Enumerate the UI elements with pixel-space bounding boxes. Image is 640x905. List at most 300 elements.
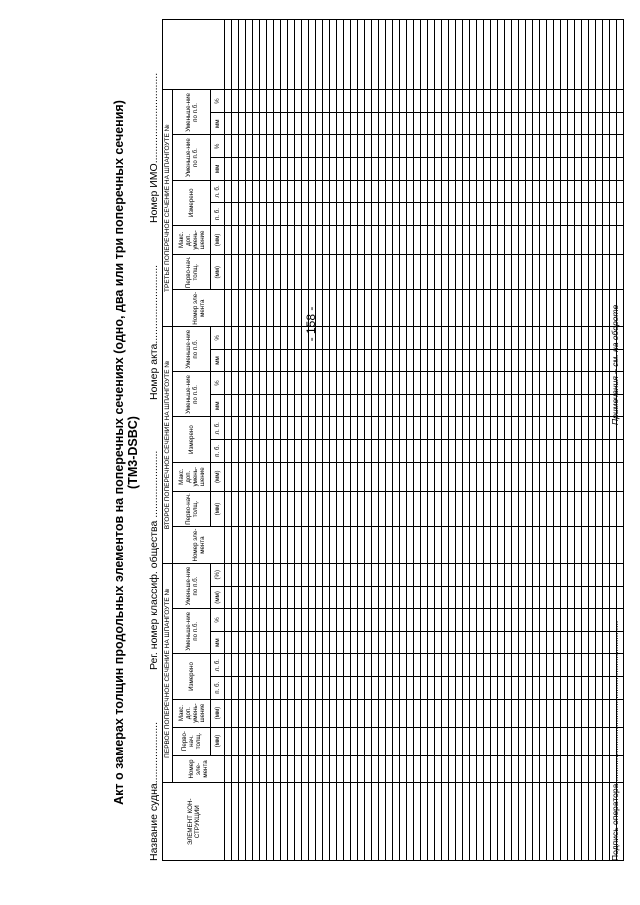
table-cell (295, 394, 302, 417)
table-cell (540, 327, 547, 350)
table-cell (603, 440, 610, 463)
table-cell (477, 699, 484, 727)
table-cell (540, 290, 547, 327)
table-cell (372, 654, 379, 677)
table-cell (358, 462, 365, 491)
table-cell (239, 290, 246, 327)
table-cell (526, 727, 533, 755)
table-cell (302, 727, 309, 755)
table-cell (526, 254, 533, 290)
table-cell (288, 563, 295, 586)
s1-measured-header: Измерено (173, 654, 211, 699)
table-cell (316, 491, 323, 527)
unit-cell: мм (211, 349, 225, 372)
table-cell (309, 203, 316, 226)
table-cell (309, 699, 316, 727)
table-cell (484, 158, 491, 181)
table-cell (267, 491, 274, 527)
table-cell (358, 203, 365, 226)
table-cell (526, 90, 533, 113)
table-cell (253, 254, 260, 290)
table-cell (512, 203, 519, 226)
table-cell (526, 203, 533, 226)
table-cell (442, 158, 449, 181)
table-cell (393, 563, 400, 586)
table-cell (582, 491, 589, 527)
table-cell (442, 327, 449, 350)
table-cell (232, 349, 239, 372)
table-cell (393, 586, 400, 609)
table-cell (400, 112, 407, 135)
table-cell (428, 417, 435, 440)
table-cell (372, 135, 379, 158)
table-cell (351, 491, 358, 527)
table-cell (533, 699, 540, 727)
table-cell (239, 135, 246, 158)
table-cell (449, 676, 456, 699)
table-cell (456, 203, 463, 226)
table-cell (253, 112, 260, 135)
table-cell (288, 417, 295, 440)
table-cell (414, 372, 421, 395)
table-cell (484, 254, 491, 290)
table-cell (435, 349, 442, 372)
table-cell (288, 586, 295, 609)
table-cell (491, 372, 498, 395)
table-cell (589, 90, 596, 113)
table-cell (477, 327, 484, 350)
table-cell (610, 90, 617, 113)
table-cell (421, 180, 428, 203)
table-cell (260, 563, 267, 586)
table-cell (491, 135, 498, 158)
table-cell (575, 462, 582, 491)
table-cell (498, 203, 505, 226)
table-row (302, 20, 309, 861)
table-cell (547, 783, 554, 861)
table-cell (323, 225, 330, 254)
table-cell (596, 783, 603, 861)
table-cell (288, 440, 295, 463)
table-cell (456, 90, 463, 113)
table-cell (337, 203, 344, 226)
table-cell (330, 654, 337, 677)
table-cell (463, 586, 470, 609)
table-cell (358, 180, 365, 203)
table-cell (351, 112, 358, 135)
table-cell (414, 676, 421, 699)
table-cell (421, 676, 428, 699)
table-cell (246, 394, 253, 417)
table-cell (428, 440, 435, 463)
table-cell (456, 112, 463, 135)
table-cell (456, 372, 463, 395)
table-cell (351, 254, 358, 290)
table-cell (316, 135, 323, 158)
table-cell (365, 112, 372, 135)
table-cell (533, 609, 540, 632)
table-cell (253, 158, 260, 181)
table-cell (526, 112, 533, 135)
table-cell (239, 225, 246, 254)
table-cell (554, 158, 561, 181)
table-row (547, 20, 554, 861)
table-cell (533, 527, 540, 564)
table-cell (330, 783, 337, 861)
table-cell (393, 112, 400, 135)
table-cell (554, 755, 561, 783)
table-cell (309, 755, 316, 783)
table-cell (414, 440, 421, 463)
table-row (414, 20, 421, 861)
table-cell (400, 225, 407, 254)
table-row (365, 20, 372, 861)
table-cell (323, 254, 330, 290)
table-cell (470, 462, 477, 491)
table-cell (442, 527, 449, 564)
table-cell (316, 203, 323, 226)
table-cell (309, 676, 316, 699)
table-cell (582, 563, 589, 586)
table-cell (505, 327, 512, 350)
table-cell (393, 327, 400, 350)
table-cell (400, 327, 407, 350)
table-cell (344, 654, 351, 677)
table-cell (267, 586, 274, 609)
table-cell (386, 755, 393, 783)
table-cell (470, 699, 477, 727)
table-cell (239, 631, 246, 654)
table-cell (232, 727, 239, 755)
table-cell (288, 225, 295, 254)
table-cell (456, 327, 463, 350)
table-cell (554, 349, 561, 372)
table-cell (442, 676, 449, 699)
table-cell (442, 20, 449, 90)
table-cell (400, 203, 407, 226)
table-cell (260, 203, 267, 226)
table-cell (470, 225, 477, 254)
table-cell (533, 440, 540, 463)
table-cell (568, 254, 575, 290)
table-cell (393, 180, 400, 203)
table-cell (603, 586, 610, 609)
table-cell (484, 727, 491, 755)
table-cell (526, 783, 533, 861)
table-row (512, 20, 519, 861)
table-cell (281, 349, 288, 372)
table-cell (596, 372, 603, 395)
table-cell (302, 654, 309, 677)
table-cell (561, 654, 568, 677)
table-cell (428, 676, 435, 699)
table-cell (309, 631, 316, 654)
table-cell (302, 586, 309, 609)
table-cell (498, 394, 505, 417)
table-cell (603, 349, 610, 372)
table-cell (309, 727, 316, 755)
table-cell (435, 158, 442, 181)
table-cell (337, 699, 344, 727)
table-cell (365, 158, 372, 181)
table-cell (358, 158, 365, 181)
table-cell (337, 225, 344, 254)
table-cell (596, 417, 603, 440)
table-cell (596, 755, 603, 783)
table-cell (603, 783, 610, 861)
table-cell (617, 203, 624, 226)
table-cell (421, 327, 428, 350)
table-cell (295, 20, 302, 90)
table-cell (421, 290, 428, 327)
table-cell (505, 135, 512, 158)
s2-measured-header: Измерено (173, 417, 211, 462)
table-cell (547, 727, 554, 755)
table-cell (491, 158, 498, 181)
table-cell (477, 203, 484, 226)
table-cell (512, 20, 519, 90)
table-cell (547, 254, 554, 290)
table-cell (477, 290, 484, 327)
table-cell (498, 654, 505, 677)
table-cell (295, 491, 302, 527)
table-cell (316, 394, 323, 417)
table-cell (603, 727, 610, 755)
table-cell (351, 631, 358, 654)
table-cell (344, 631, 351, 654)
table-cell (505, 112, 512, 135)
table-cell (428, 394, 435, 417)
table-cell (344, 112, 351, 135)
table-cell (253, 586, 260, 609)
table-cell (582, 676, 589, 699)
table-cell (281, 225, 288, 254)
table-cell (407, 290, 414, 327)
table-cell (449, 135, 456, 158)
table-cell (267, 462, 274, 491)
table-cell (379, 112, 386, 135)
table-cell (484, 394, 491, 417)
table-cell (547, 440, 554, 463)
table-cell (519, 727, 526, 755)
table-cell (540, 135, 547, 158)
table-cell (449, 586, 456, 609)
table-cell (463, 372, 470, 395)
table-cell (316, 783, 323, 861)
table-cell (526, 699, 533, 727)
table-cell (330, 135, 337, 158)
table-cell (288, 327, 295, 350)
table-cell (540, 349, 547, 372)
table-cell (421, 654, 428, 677)
table-cell (449, 327, 456, 350)
table-cell (491, 90, 498, 113)
table-cell (491, 609, 498, 632)
table-cell (554, 112, 561, 135)
table-cell (400, 417, 407, 440)
table-cell (512, 327, 519, 350)
table-cell (526, 631, 533, 654)
table-cell (239, 417, 246, 440)
table-cell (477, 180, 484, 203)
table-cell (344, 203, 351, 226)
table-cell (393, 225, 400, 254)
table-cell (407, 563, 414, 586)
table-cell (463, 755, 470, 783)
table-cell (610, 20, 617, 90)
table-cell (414, 20, 421, 90)
table-cell (470, 135, 477, 158)
table-cell (582, 417, 589, 440)
table-cell (463, 112, 470, 135)
table-cell (358, 327, 365, 350)
table-cell (351, 372, 358, 395)
table-cell (246, 631, 253, 654)
table-cell (582, 203, 589, 226)
table-cell (484, 417, 491, 440)
table-cell (568, 699, 575, 727)
table-cell (498, 783, 505, 861)
table-cell (477, 783, 484, 861)
table-cell (267, 349, 274, 372)
table-cell (547, 349, 554, 372)
table-cell (400, 90, 407, 113)
table-cell (309, 491, 316, 527)
table-cell (274, 90, 281, 113)
table-cell (617, 90, 624, 113)
table-cell (456, 676, 463, 699)
table-cell (393, 290, 400, 327)
s2-element-no-header: Номер эле-мента (173, 527, 225, 564)
table-cell (337, 135, 344, 158)
table-cell (323, 112, 330, 135)
table-cell (365, 225, 372, 254)
unit-cell: % (211, 609, 225, 632)
table-cell (561, 755, 568, 783)
table-cell (253, 783, 260, 861)
table-cell (267, 90, 274, 113)
table-cell (512, 609, 519, 632)
table-cell (554, 90, 561, 113)
table-row (239, 20, 246, 861)
table-cell (330, 631, 337, 654)
table-cell (575, 394, 582, 417)
table-cell (246, 158, 253, 181)
table-cell (288, 90, 295, 113)
table-cell (365, 654, 372, 677)
table-cell (316, 699, 323, 727)
table-cell (379, 783, 386, 861)
table-cell (526, 462, 533, 491)
table-cell (260, 158, 267, 181)
table-cell (372, 609, 379, 632)
table-cell (554, 563, 561, 586)
table-cell (498, 372, 505, 395)
table-cell (274, 699, 281, 727)
table-cell (379, 440, 386, 463)
table-cell (512, 727, 519, 755)
table-cell (239, 349, 246, 372)
table-cell (358, 225, 365, 254)
table-cell (596, 527, 603, 564)
table-cell (239, 440, 246, 463)
table-cell (435, 225, 442, 254)
table-cell (400, 180, 407, 203)
table-cell (309, 654, 316, 677)
table-cell (498, 527, 505, 564)
table-cell (491, 349, 498, 372)
table-cell (561, 20, 568, 90)
table-cell (505, 491, 512, 527)
table-cell (421, 527, 428, 564)
table-cell (330, 112, 337, 135)
table-cell (267, 563, 274, 586)
table-cell (295, 755, 302, 783)
table-cell (582, 90, 589, 113)
table-cell (477, 225, 484, 254)
table-cell (435, 394, 442, 417)
table-cell (484, 527, 491, 564)
table-cell (533, 20, 540, 90)
table-cell (337, 180, 344, 203)
table-cell (589, 112, 596, 135)
table-cell (484, 676, 491, 699)
table-cell (568, 135, 575, 158)
table-cell (449, 727, 456, 755)
table-cell (498, 609, 505, 632)
table-cell (358, 440, 365, 463)
table-row (372, 20, 379, 861)
table-cell (309, 290, 316, 327)
table-cell (596, 158, 603, 181)
table-cell (386, 676, 393, 699)
table-cell (323, 372, 330, 395)
table-cell (288, 491, 295, 527)
table-cell (267, 158, 274, 181)
table-cell (491, 491, 498, 527)
table-cell (470, 727, 477, 755)
table-cell (449, 225, 456, 254)
table-cell (295, 462, 302, 491)
table-cell (358, 20, 365, 90)
table-cell (491, 462, 498, 491)
table-cell (421, 417, 428, 440)
table-cell (561, 349, 568, 372)
table-cell (358, 676, 365, 699)
table-row (309, 20, 316, 861)
table-cell (561, 372, 568, 395)
table-cell (407, 372, 414, 395)
table-cell (295, 783, 302, 861)
table-cell (596, 327, 603, 350)
table-cell (309, 609, 316, 632)
table-cell (288, 462, 295, 491)
table-row (351, 20, 358, 861)
table-cell (463, 462, 470, 491)
table-cell (288, 699, 295, 727)
table-cell (421, 491, 428, 527)
table-cell (603, 135, 610, 158)
table-cell (449, 254, 456, 290)
table-cell (442, 783, 449, 861)
element-header: ЭЛЕМЕНТ КОН-СТРУКЦИИ (163, 783, 225, 861)
table-cell (344, 699, 351, 727)
table-cell (358, 755, 365, 783)
table-cell (596, 112, 603, 135)
table-cell (225, 112, 232, 135)
table-cell (393, 254, 400, 290)
table-cell (428, 290, 435, 327)
